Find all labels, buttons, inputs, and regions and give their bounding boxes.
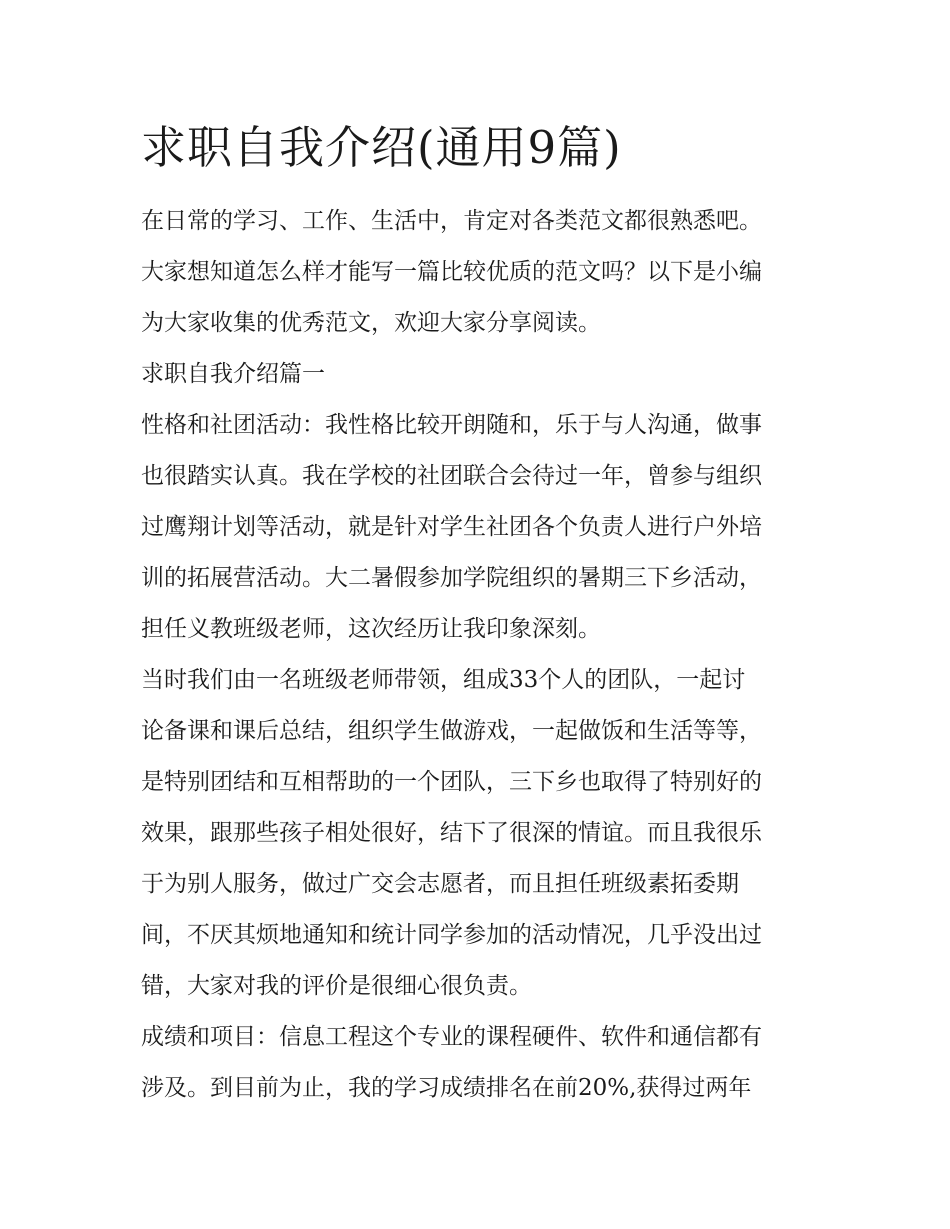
document-title: 求职自我介绍(通用9篇) — [141, 121, 622, 174]
text-line: 在日常的学习、工作、生活中，肯定对各类范文都很熟悉吧。 — [141, 208, 762, 234]
text-line: 成绩和项目：信息工程这个专业的课程硬件、软件和通信都有 — [141, 1024, 762, 1050]
text-line: 错，大家对我的评价是很细心很负责。 — [141, 973, 532, 999]
text-line: 求职自我介绍篇一 — [141, 361, 325, 387]
text-line: 当时我们由一名班级老师带领，组成33个人的团队，一起讨 — [141, 667, 746, 693]
paragraph-team — [141, 655, 821, 1012]
text-line: 于为别人服务，做过广交会志愿者，而且担任班级素拓委期 — [141, 871, 739, 897]
text-line: 效果，跟那些孩子相处很好，结下了很深的情谊。而且我很乐 — [141, 820, 762, 846]
paragraph-grades — [141, 1012, 821, 1114]
text-line: 论备课和课后总结，组织学生做游戏，一起做饭和生活等等， — [141, 718, 762, 744]
document-content — [141, 118, 821, 1114]
text-line: 为大家收集的优秀范文，欢迎大家分享阅读。 — [141, 310, 601, 336]
section-heading — [141, 349, 821, 400]
paragraph-intro — [141, 196, 821, 349]
text-line: 训的拓展营活动。大二暑假参加学院组织的暑期三下乡活动， — [141, 565, 762, 591]
paragraph-personality — [141, 400, 821, 655]
text-line: 也很踏实认真。我在学校的社团联合会待过一年，曾参与组织 — [141, 463, 762, 489]
text-line: 间，不厌其烦地通知和统计同学参加的活动情况，几乎没出过 — [141, 922, 762, 948]
text-line: 大家想知道怎么样才能写一篇比较优质的范文吗？以下是小编 — [141, 259, 762, 285]
text-line: 涉及。到目前为止，我的学习成绩排名在前20%,获得过两年 — [141, 1075, 752, 1101]
text-line: 是特别团结和互相帮助的一个团队，三下乡也取得了特别好的 — [141, 769, 762, 795]
text-line: 性格和社团活动：我性格比较开朗随和，乐于与人沟通，做事 — [141, 412, 762, 438]
text-line: 担任义教班级老师，这次经历让我印象深刻。 — [141, 616, 601, 642]
text-line: 过鹰翔计划等活动，就是针对学生社团各个负责人进行户外培 — [141, 514, 762, 540]
